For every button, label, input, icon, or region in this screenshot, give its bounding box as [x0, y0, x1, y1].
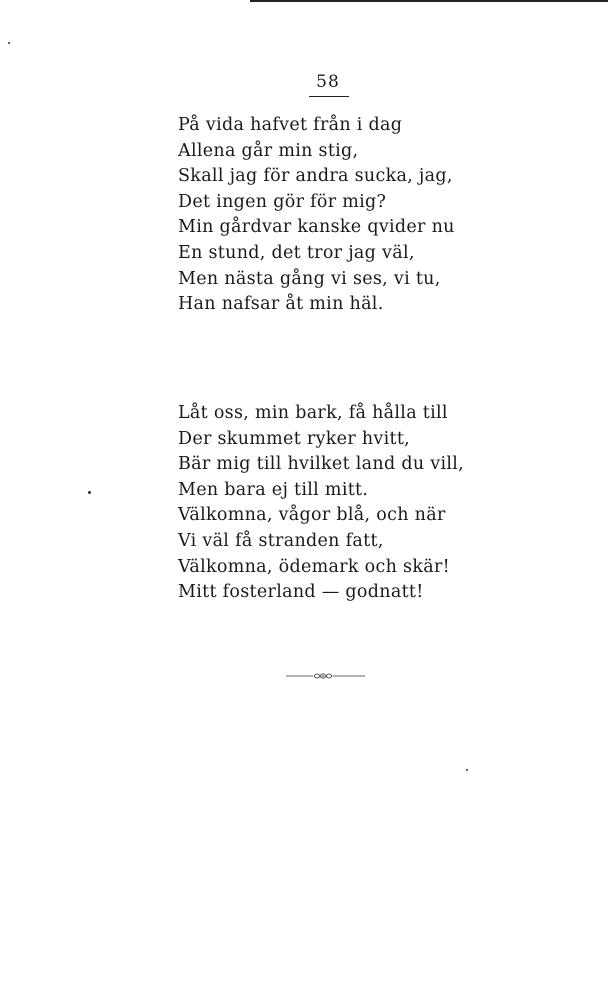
print-speck — [88, 491, 91, 494]
verse-line: Välkomna, ödemark och skär! — [178, 556, 450, 577]
print-speck — [8, 42, 10, 44]
top-border-rule — [250, 0, 608, 2]
verse-line: Men bara ej till mitt. — [178, 479, 369, 500]
page-number-underline — [309, 96, 349, 97]
verse-line: Vi väl få stranden fatt, — [178, 530, 384, 551]
verse-line: Mitt fosterland — godnatt! — [178, 582, 424, 603]
verse-line: Min gårdvar kanske qvider nu — [178, 217, 455, 238]
verse-line: På vida hafvet från i dag — [178, 115, 403, 135]
verse-line: En stund, det tror jag väl, — [178, 242, 415, 263]
fleuron-divider-icon — [286, 670, 366, 682]
verse-line: Han nafsar åt min häl. — [178, 294, 384, 315]
verse-line: Men nästa gång vi ses, vi tu, — [178, 268, 441, 289]
page-number: 58 — [316, 72, 340, 92]
poem-stanza-1 — [178, 113, 455, 318]
verse-line: Allena går min stig, — [178, 140, 359, 161]
poem-stanza-2 — [178, 401, 464, 606]
verse-line: Bär mig till hvilket land du vill, — [178, 454, 465, 475]
print-speck — [466, 769, 468, 771]
verse-line: Låt oss, min bark, få hålla till — [178, 403, 448, 423]
verse-line: Det ingen gör för mig? — [178, 191, 387, 212]
verse-line: Der skummet ryker hvitt, — [178, 428, 411, 449]
verse-line: Välkomna, vågor blå, och när — [178, 505, 446, 526]
verse-line: Skall jag för andra sucka, jag, — [178, 166, 453, 187]
